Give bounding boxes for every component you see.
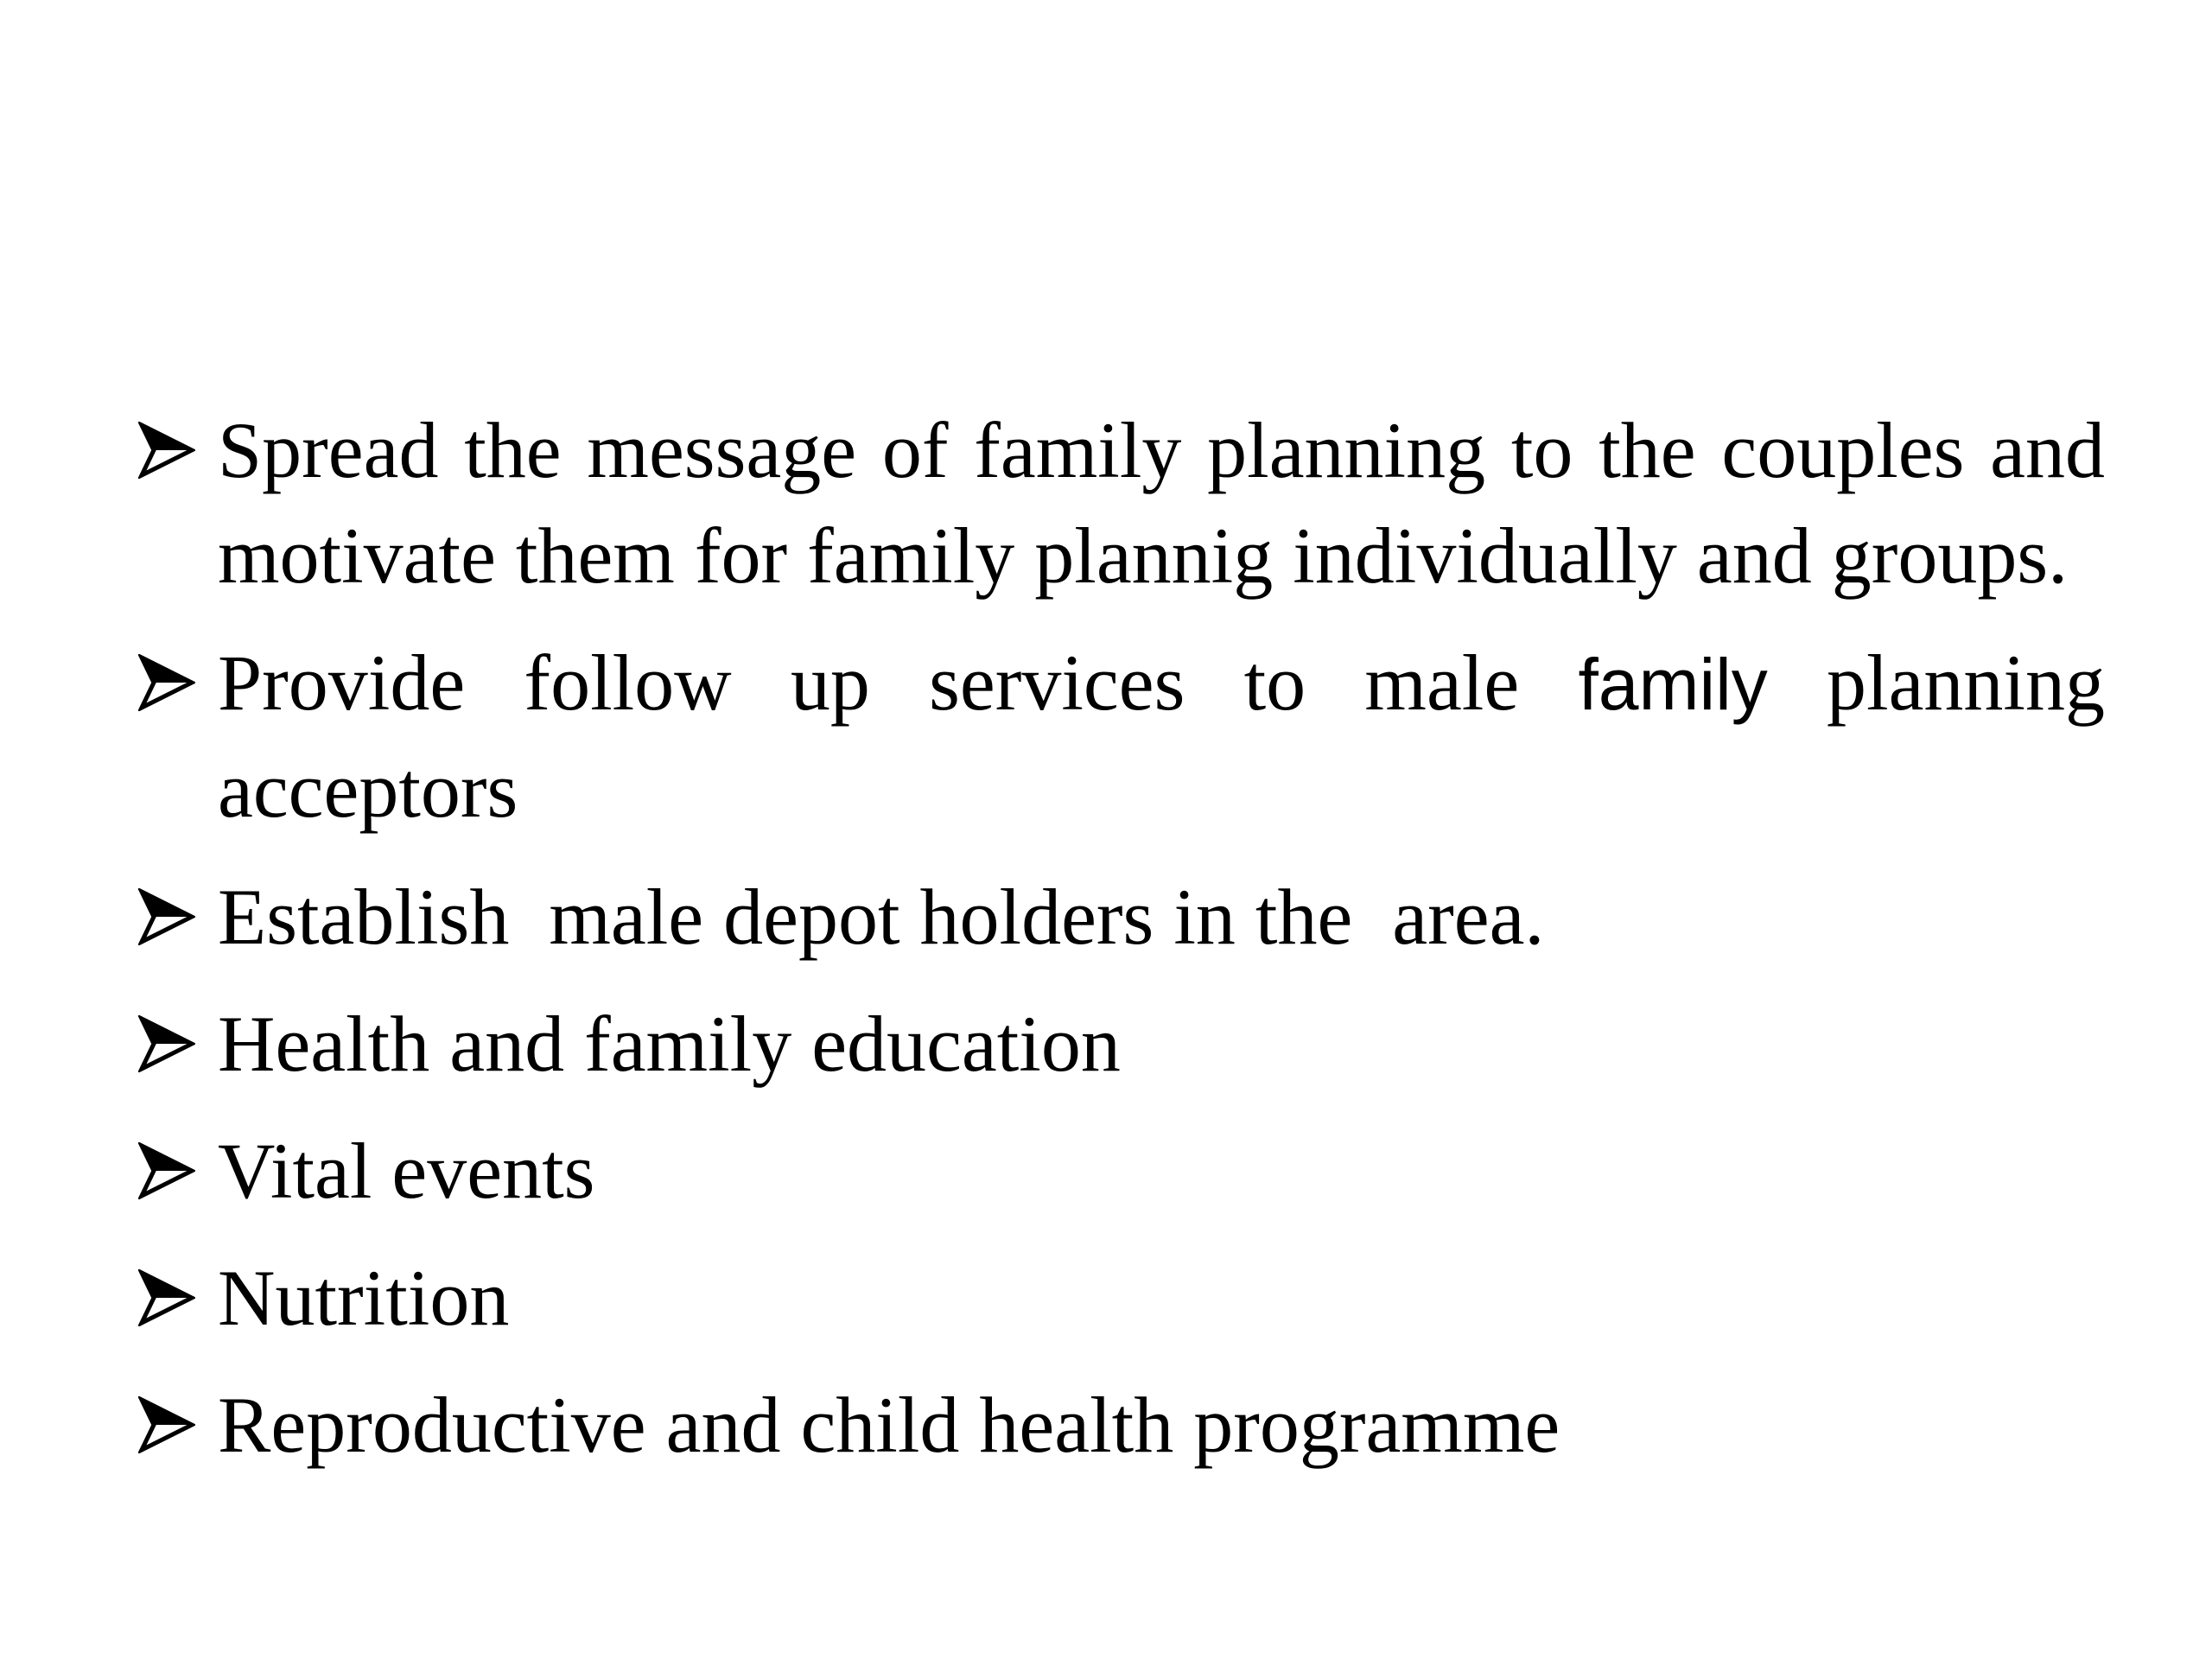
arrowhead-bullet-icon bbox=[138, 1015, 195, 1072]
bullet-text: Nutrition bbox=[218, 1254, 510, 1342]
bullet-text: Vital events bbox=[218, 1127, 595, 1215]
bullet-text: Health and family education bbox=[218, 1000, 1121, 1088]
list-item bbox=[138, 991, 2105, 1096]
bullet-text-part: planning acceptors bbox=[218, 639, 2105, 834]
list-item bbox=[138, 397, 2105, 608]
list-item bbox=[138, 1245, 2105, 1351]
bullet-text: Establish male depot holders in the area. bbox=[218, 873, 1545, 961]
bullet-text-sans-word: family bbox=[1578, 644, 1768, 725]
bullet-text bbox=[218, 630, 2105, 842]
arrowhead-bullet-icon bbox=[138, 1396, 195, 1453]
arrowhead-bullet-icon bbox=[138, 888, 195, 945]
bullet-text: Reproductive and child health programme bbox=[218, 1381, 1560, 1469]
arrowhead-bullet-icon bbox=[138, 1269, 195, 1326]
list-item bbox=[138, 1118, 2105, 1224]
list-item bbox=[138, 1372, 2105, 1478]
list-item bbox=[138, 630, 2105, 842]
list-item bbox=[138, 864, 2105, 969]
arrowhead-bullet-icon bbox=[138, 654, 195, 711]
bullet-text: Spread the message of family planning to the couples and motivate them for family plannig individually and groups. bbox=[218, 406, 2105, 600]
arrowhead-bullet-icon bbox=[138, 1142, 195, 1199]
bullet-list bbox=[138, 397, 2105, 1499]
bullet-text-part: Provide follow up services to male bbox=[218, 639, 1579, 727]
arrowhead-bullet-icon bbox=[138, 422, 195, 479]
